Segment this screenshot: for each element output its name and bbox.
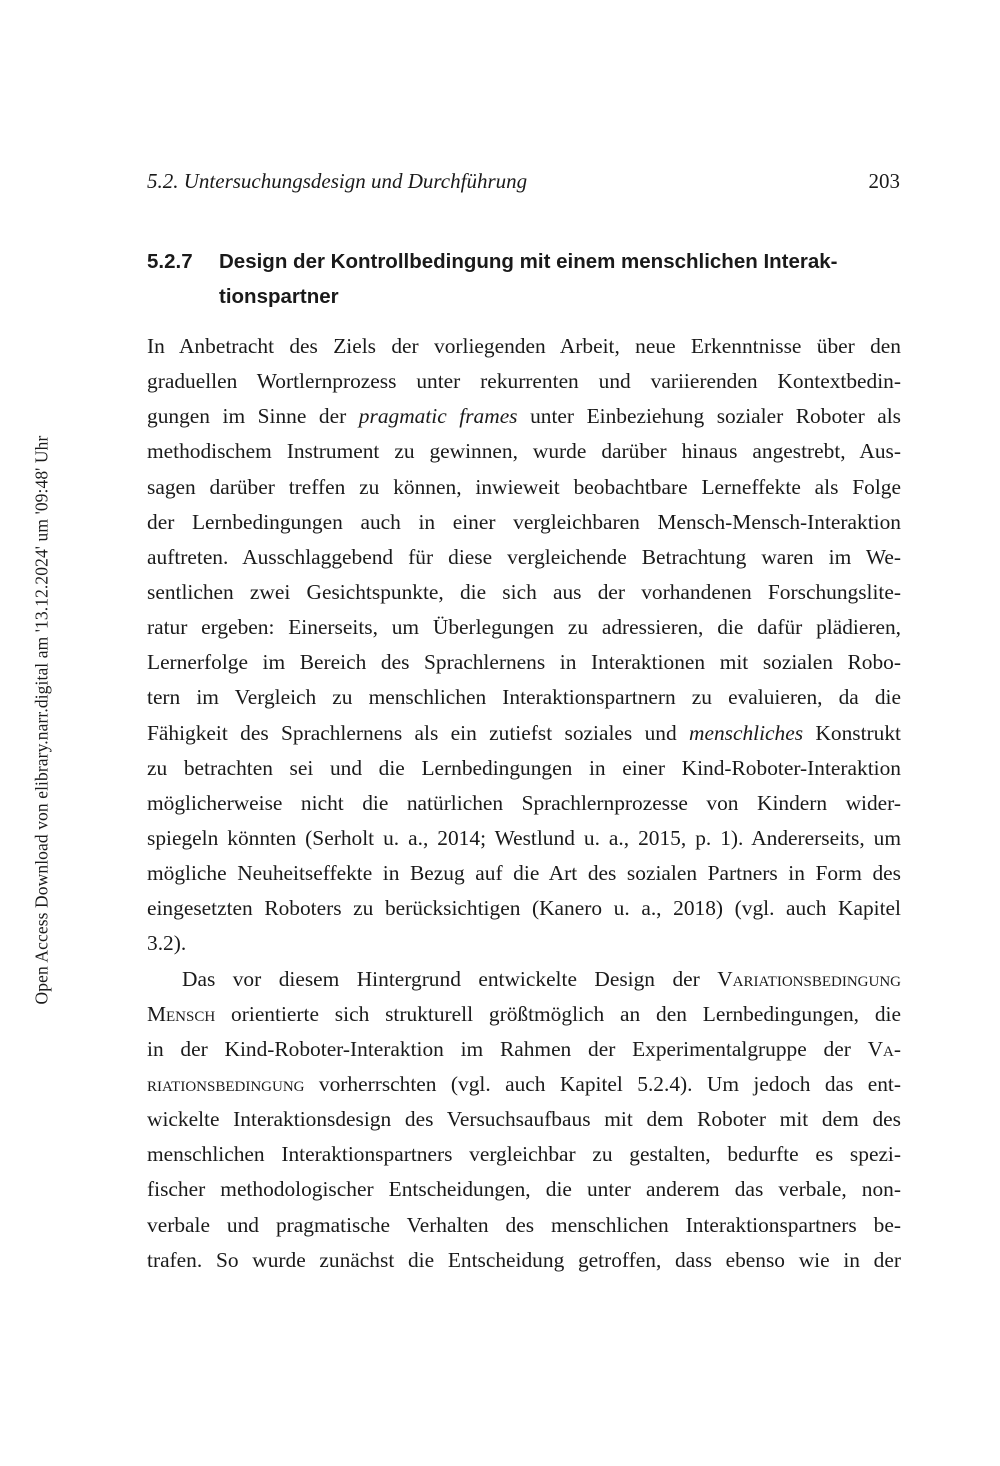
text-line: In Anbetracht des Ziels der vorliegenden Arbeit, neue Erkenntnisse über den [147,334,901,358]
small-caps-term: Mensch [147,1001,216,1026]
text-line: der Lernbedingungen auch in einer vergleichbaren Mensch-Mensch-Interaktion [147,509,901,534]
running-title: 5.2. Untersuchungsdesign und Durchführung [147,169,528,193]
text-line: spiegeln könnten (Serholt u. a., 2014; Westlund u. a., 2015, p. 1). Andererseits, um [147,825,901,850]
text-span: vorherrschten (vgl. auch Kapitel 5.2.4). Um jedoch das ent- [304,1071,901,1096]
text-line: möglicherweise nicht die natürlichen Sprachlernprozesse von Kindern wider- [147,790,901,815]
emphasis-text: menschliches [689,720,804,745]
text-line: sentlichen zwei Gesichtspunkte, die sich aus der vorhandenen Forschungslite- [147,579,901,604]
text-line: 3.2). [147,931,187,956]
text-line: wickelte Interaktionsdesign des Versuchsaufbaus mit dem Roboter mit dem des [147,1107,901,1132]
small-caps-term: Variationsbedingung [717,966,901,991]
text-line: menschlichen Interaktionspartners vergleichbar zu gestalten, bedurfte es spezi- [147,1142,901,1167]
text-line [147,1067,901,1102]
text-line [147,1032,901,1067]
text-line [147,962,901,997]
section-number: 5.2.7 [147,250,193,273]
paragraph [147,962,901,1278]
text-line: auftreten. Ausschlaggebend für diese vergleichende Betrachtung waren im We- [147,544,901,569]
text-span: Konstrukt [803,720,901,745]
section-title-line: tionspartner [219,285,339,308]
text-span: unter Einbeziehung sozialer Roboter als [517,404,902,429]
text-line: verbale und pragmatische Verhalten des menschlichen Interaktionspartners be- [147,1212,901,1237]
text-span: orientierte sich strukturell größtmöglich an den Lernbedingungen, die [215,1001,901,1026]
paragraph [147,329,901,962]
running-header [147,169,900,197]
text-line: mögliche Neuheitseffekte in Bezug auf die Art des sozialen Partners in Form des [147,861,901,886]
small-caps-term: Va- [867,1036,901,1061]
emphasis-text: pragmatic frames [358,404,518,429]
text-line [147,716,901,751]
text-line: Lernerfolge im Bereich des Sprachlernens in Interaktionen mit sozialen Robo- [147,650,901,675]
text-span: Das vor diesem Hintergrund entwickelte Design der [182,966,718,991]
text-line: eingesetzten Roboters zu berücksichtigen (Kanero u. a., 2018) (vgl. auch Kapitel [147,896,901,921]
section-title-line: Design der Kontrollbedingung mit einem menschlichen Interak- [219,250,838,273]
text-span: Fähigkeit des Sprachlernens als ein zutiefst soziales und [147,720,690,745]
small-caps-term: riationsbedingung [147,1071,305,1096]
text-span: gungen im Sinne der [147,404,359,429]
text-line: trafen. So wurde zunächst die Entscheidung getroffen, dass ebenso wie in der [147,1247,901,1272]
text-line [147,997,901,1032]
text-span: in der Kind-Roboter-Interaktion im Rahmen der Experimentalgruppe der [147,1036,868,1061]
page-number: 203 [868,169,900,193]
text-line: ratur ergeben: Einerseits, um Überlegungen zu adressieren, die dafür plädieren, [147,615,901,640]
text-line: sagen darüber treffen zu können, inwieweit beobachtbare Lerneffekte als Folge [147,474,901,499]
text-line: fischer methodologischer Entscheidungen, die unter anderem das verbale, non- [147,1177,901,1202]
text-line: zu betrachten sei und die Lernbedingungen in einer Kind-Roboter-Interaktion [147,755,901,780]
text-line: graduellen Wortlernprozess unter rekurrenten und variierenden Kontextbedin- [147,369,901,394]
download-notice: Open Access Download von elibrary.narr.digital am '13.12.2024' um '09:48' Uhr [31,435,52,1005]
text-line: tern im Vergleich zu menschlichen Interaktionspartnern zu evaluieren, da die [147,685,901,710]
text-line [147,399,901,434]
body-text [147,329,901,1278]
text-line: methodischem Instrument zu gewinnen, wurde darüber hinaus angestrebt, Aus- [147,439,901,464]
